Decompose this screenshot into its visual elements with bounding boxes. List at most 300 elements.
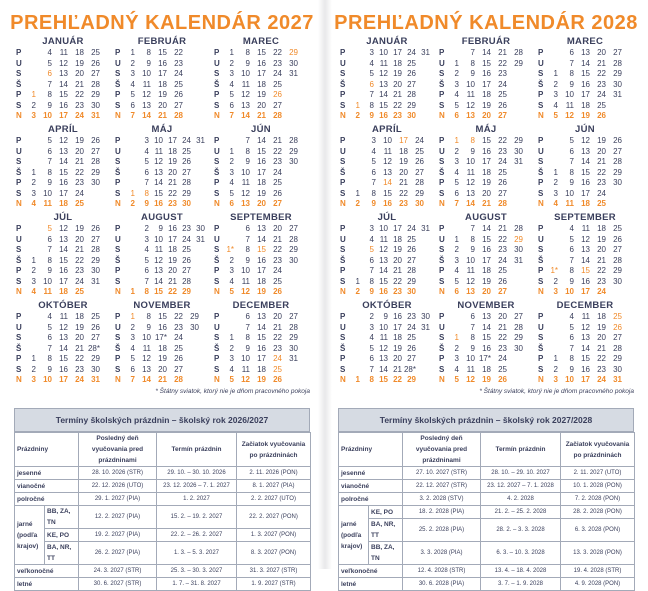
weekday-label: Š [214, 167, 220, 177]
day-number: 6 [47, 146, 52, 156]
day-number: 17 [482, 79, 491, 89]
table-cell-last: 19. 2. 2027 (PIA) [79, 529, 157, 542]
holiday-label: jesenné [15, 467, 79, 480]
day-number: 24 [597, 375, 606, 384]
day-number: 26 [273, 188, 282, 198]
day-number: 24 [75, 111, 84, 120]
day-number: 8 [245, 333, 250, 342]
weekday-row [437, 101, 535, 111]
day-number: 19 [75, 322, 84, 332]
day-number: 20 [482, 287, 491, 296]
day-number: 12 [379, 69, 388, 78]
weekday-row [212, 90, 310, 100]
day-number: 16 [482, 343, 491, 353]
day-number: 6 [130, 364, 135, 374]
day-number: 26 [91, 136, 100, 145]
weekday-label: N [538, 199, 544, 208]
day-number: 31 [196, 136, 205, 145]
month-grid [14, 36, 310, 386]
day-number: 20 [158, 100, 167, 110]
table-cell-start: 28. 2. 2028 (PON) [561, 506, 635, 519]
region-label: BB, ZA, TN [45, 506, 79, 529]
day-number: 29 [91, 167, 100, 177]
weekday-row [212, 287, 310, 297]
day-number: 29 [190, 312, 199, 321]
day-number: 8 [371, 188, 376, 198]
day-number: 3 [229, 69, 234, 78]
day-number: 18 [257, 79, 266, 89]
weekday-label: P [439, 224, 445, 233]
table-cell-start: 2. 2. 2027 (UTO) [237, 493, 311, 506]
weekday-row [338, 111, 436, 121]
day-number: 21 [597, 157, 606, 166]
day-number: 20 [498, 312, 507, 321]
day-number: 1 [130, 188, 135, 198]
day-number: 9 [146, 58, 151, 68]
day-number: 28 [182, 276, 191, 286]
day-number: 11 [59, 312, 68, 321]
day-number: 7 [369, 90, 374, 99]
table-cell-start: 22. 2. 2027 (PON) [237, 506, 311, 529]
day-number: 10 [43, 276, 52, 286]
weekday-row [14, 59, 112, 69]
day-number: 26 [91, 58, 100, 68]
day-number: 19 [581, 111, 590, 120]
day-number: 27 [407, 79, 416, 89]
day-number: 21 [257, 111, 266, 120]
day-number: 15 [257, 333, 266, 342]
day-number: 18 [393, 234, 402, 244]
school-holidays-table [338, 432, 635, 591]
day-number: 6 [369, 354, 374, 363]
day-number: 4 [229, 79, 234, 89]
day-number: 2 [31, 266, 36, 275]
day-number: 30 [91, 266, 100, 275]
day-number: 4 [569, 224, 574, 233]
weekday-row [212, 312, 310, 322]
day-number: 4 [369, 333, 374, 342]
day-number: 13 [466, 287, 475, 296]
day-number: 4 [371, 146, 376, 156]
day-number: 10 [565, 375, 574, 384]
weekday-label: N [214, 199, 220, 208]
weekday-label: S [214, 276, 220, 286]
day-number: 27 [91, 333, 100, 342]
day-number: 5 [130, 354, 135, 363]
month-block [14, 36, 112, 124]
day-number: 25 [75, 287, 84, 296]
weekday-label: S [538, 364, 544, 374]
weekday-label: Š [538, 343, 544, 353]
day-number: 19 [257, 90, 266, 99]
weekday-row [338, 199, 436, 209]
day-number: 18 [257, 364, 266, 374]
day-number: 5 [144, 255, 149, 265]
day-number: 12 [59, 224, 68, 233]
day-number: 24 [273, 266, 282, 275]
weekday-row [437, 365, 535, 375]
day-number: 12 [379, 245, 388, 254]
day-number: 13 [154, 266, 163, 275]
weekday-row [212, 189, 310, 199]
day-number: 16 [581, 178, 590, 187]
day-number: 7 [144, 276, 149, 286]
weekday-label: P [214, 90, 220, 99]
day-number: 7 [47, 245, 52, 254]
day-number: 21 [75, 343, 84, 353]
day-number: 27 [498, 188, 507, 198]
day-number: 20 [168, 167, 177, 177]
day-number: 1 [553, 354, 558, 363]
day-number: 22 [174, 48, 183, 57]
day-number: 1 [229, 48, 234, 57]
day-number: 21 [158, 375, 167, 384]
table-cell-last: 25. 2. 2028 (PIA) [403, 519, 481, 542]
day-number: 8 [47, 255, 52, 265]
day-number: 28 [498, 199, 507, 208]
weekday-label: N [16, 375, 22, 384]
day-number: 16 [393, 312, 402, 321]
day-number: 12 [379, 343, 388, 353]
weekday-label: P [439, 48, 445, 57]
day-number: 25 [407, 58, 416, 68]
day-number: 12 [581, 136, 590, 145]
weekday-label: Š [115, 255, 121, 265]
day-number: 15 [482, 136, 491, 145]
day-number: 9 [47, 266, 52, 275]
weekday-row [113, 168, 211, 178]
day-number: 30 [514, 343, 523, 353]
day-number: 18 [597, 312, 606, 321]
day-number: 18 [75, 48, 84, 57]
day-number: 3 [553, 90, 558, 99]
day-number: 18 [399, 146, 408, 156]
weekday-label: U [214, 322, 220, 332]
day-number: 27 [613, 245, 622, 254]
weekday-row [14, 178, 112, 188]
weekday-row [536, 333, 634, 343]
table-cell-term: 28. 10. – 29. 10. 2027 [481, 467, 561, 480]
day-number: 8 [569, 354, 574, 363]
weekday-label: S [538, 333, 544, 342]
calendar-page-2027 [0, 0, 324, 588]
day-number: 27 [182, 266, 191, 275]
day-number: 6 [245, 312, 250, 321]
weekday-row [14, 147, 112, 157]
day-number: 8 [569, 266, 574, 275]
spring-label-line: krajov) [17, 542, 39, 550]
day-number: 14 [59, 157, 68, 166]
day-number: 23 [498, 245, 507, 254]
weekday-label: U [214, 58, 220, 68]
day-number: 15 [158, 48, 167, 57]
day-number: 26 [182, 255, 191, 265]
weekday-label: S [214, 69, 220, 78]
day-number: 13 [581, 146, 590, 156]
weekday-label: S [214, 100, 220, 110]
day-number: 23 [273, 157, 282, 166]
weekday-row [536, 199, 634, 209]
day-number: 16 [482, 69, 491, 78]
day-number: 7 [454, 199, 459, 208]
month-name: AUGUST [141, 212, 183, 223]
weekday-row [113, 344, 211, 354]
day-number: 25 [597, 100, 606, 110]
day-number: 1 [31, 90, 36, 99]
weekday-label: P [439, 354, 445, 363]
day-number: 16 [158, 322, 167, 332]
day-number: 17 [393, 48, 402, 57]
day-number: 14 [59, 343, 68, 353]
day-number: 23 [168, 199, 177, 208]
weekday-row [536, 48, 634, 58]
weekday-row [437, 375, 535, 385]
weekday-label: S [439, 364, 445, 374]
weekday-label: U [214, 146, 220, 156]
day-number: 8 [245, 146, 250, 156]
day-number: 20 [597, 333, 606, 342]
day-number: 28 [182, 178, 191, 187]
holiday-footnote: * Štátny sviatok, ktorý nie je dňom pracovného pokoja [155, 388, 310, 395]
day-number: 11 [383, 146, 392, 156]
day-number: 10 [379, 322, 388, 332]
weekday-row [212, 111, 310, 121]
table-row [339, 519, 635, 542]
weekday-row [212, 256, 310, 266]
weekday-row [14, 256, 112, 266]
day-number: 12 [581, 234, 590, 244]
day-number: 13 [383, 167, 392, 177]
day-number: 8 [245, 48, 250, 57]
weekday-label: S [340, 333, 346, 342]
day-number: 2 [553, 276, 558, 286]
weekday-label: N [439, 375, 445, 384]
weekday-label: S [16, 276, 22, 286]
weekday-label: N [340, 375, 346, 384]
weekday-row [437, 287, 535, 297]
day-number: 23 [407, 312, 416, 321]
weekday-label: S [439, 157, 445, 166]
weekday-row [536, 168, 634, 178]
table-cell-start: 31. 3. 2027 (STR) [237, 565, 311, 578]
day-number: 18 [75, 312, 84, 321]
day-number: 5 [229, 188, 234, 198]
day-number: 26 [174, 90, 183, 99]
day-number: 15 [379, 100, 388, 110]
day-number: 7 [470, 224, 475, 233]
day-number: 19 [597, 136, 606, 145]
day-number: 7 [470, 322, 475, 332]
day-number: 20 [482, 111, 491, 120]
day-number: 14 [59, 79, 68, 89]
day-number: 10 [466, 157, 475, 166]
day-number: 25 [415, 146, 424, 156]
table-cell-term: 22. 2. – 26. 2. 2027 [157, 529, 237, 542]
day-number: 22 [597, 69, 606, 78]
day-number: 29 [289, 333, 298, 342]
day-number: 16 [482, 245, 491, 254]
weekday-row [113, 111, 211, 121]
day-number: 19 [75, 136, 84, 145]
weekday-label: S [538, 245, 544, 254]
day-number: 30 [613, 178, 622, 187]
weekday-row [113, 287, 211, 297]
month-name: JANUÁR [42, 36, 84, 47]
day-number: 2 [553, 79, 558, 89]
table-row [339, 493, 635, 506]
day-number: 9 [569, 79, 574, 89]
weekday-row [14, 199, 112, 209]
day-number: 31 [91, 111, 100, 120]
day-number: 22 [498, 58, 507, 68]
weekday-row [14, 90, 112, 100]
day-number: 22 [273, 48, 282, 57]
region-label: BB, ZA, TN [369, 542, 403, 565]
weekday-row [212, 375, 310, 385]
day-number: 24 [407, 48, 416, 57]
day-number: 25 [174, 343, 183, 353]
day-number: 19 [482, 375, 491, 384]
day-number: 25 [75, 199, 84, 208]
day-number: 10 [466, 354, 475, 363]
day-number: 29 [407, 100, 416, 110]
day-number: 16 [257, 157, 266, 166]
weekday-label: U [214, 234, 220, 244]
day-number: 7 [369, 364, 374, 374]
day-number: 13 [379, 79, 388, 89]
weekday-row [212, 245, 310, 255]
weekday-label: P [340, 178, 346, 187]
weekday-row [14, 277, 112, 287]
weekday-row [113, 136, 211, 146]
weekday-label: N [439, 287, 445, 296]
day-number: 29 [289, 146, 298, 156]
day-number: 11 [154, 245, 163, 254]
day-number: 3 [144, 136, 149, 145]
weekday-row [437, 224, 535, 234]
day-number: 13 [241, 199, 250, 208]
weekday-row [212, 365, 310, 375]
day-number: 4 [454, 167, 459, 177]
month-name: MÁJ [151, 124, 173, 135]
day-number: 2 [369, 312, 374, 321]
weekday-label: N [214, 375, 220, 384]
weekday-label: Š [115, 167, 121, 177]
day-number: 12 [59, 322, 68, 332]
weekday-row [338, 333, 436, 343]
spring-label-line: krajov) [341, 542, 363, 550]
weekday-label: N [340, 199, 346, 208]
day-number: 14 [581, 255, 590, 265]
day-number: 10 [565, 90, 574, 99]
weekday-row [338, 235, 436, 245]
weekday-row [536, 224, 634, 234]
weekday-label: S [340, 245, 346, 254]
day-number: 22 [597, 354, 606, 363]
column-header: Začiatok vyučovania po prázdninách [237, 433, 311, 467]
day-number: 15 [257, 146, 266, 156]
weekday-row [113, 178, 211, 188]
day-number: 3 [371, 136, 376, 145]
weekday-label: S [115, 245, 121, 254]
day-number: 5 [47, 136, 52, 145]
day-number: 6 [229, 199, 234, 208]
weekday-label: Š [340, 343, 346, 353]
day-number: 17 [257, 266, 266, 275]
calendar-page-2028 [324, 0, 648, 588]
day-number: 6 [569, 245, 574, 254]
day-number: 17 [257, 69, 266, 78]
weekday-label: Š [439, 255, 445, 265]
day-number: 1* [550, 266, 558, 275]
day-number: 9 [371, 199, 376, 208]
day-number: 27 [289, 312, 298, 321]
day-number: 9 [470, 69, 475, 78]
table-cell-term: 23. 12. 2027 – 7. 1. 2028 [481, 480, 561, 493]
day-number: 5 [369, 245, 374, 254]
day-number: 22 [498, 136, 507, 145]
day-number: 17 [59, 111, 68, 120]
weekday-row [437, 136, 535, 146]
weekday-label: Š [16, 255, 22, 265]
weekday-label: P [16, 48, 22, 57]
day-number: 26 [273, 90, 282, 99]
day-number: 24 [273, 354, 282, 363]
day-number: 18 [168, 146, 177, 156]
day-number: 27 [498, 287, 507, 296]
day-number: 7 [245, 234, 250, 244]
day-number: 13 [466, 111, 475, 120]
day-number: 11 [466, 364, 475, 374]
day-number: 23 [182, 224, 191, 233]
weekday-row [536, 101, 634, 111]
weekday-row [338, 256, 436, 266]
day-number: 11 [466, 167, 475, 177]
day-number: 15 [482, 58, 491, 68]
day-number: 30 [289, 157, 298, 166]
day-number: 26 [613, 322, 622, 332]
weekday-label: P [538, 136, 544, 145]
weekday-label: P [214, 48, 220, 57]
weekday-row [338, 323, 436, 333]
day-number: 23 [498, 343, 507, 353]
day-number: 16 [581, 276, 590, 286]
weekday-label: Š [538, 79, 544, 89]
day-number: 2 [130, 322, 135, 332]
table-cell-start: 8. 3. 2027 (PON) [237, 542, 311, 565]
table-header-row [15, 433, 311, 467]
weekday-label: S [16, 157, 22, 166]
day-number: 25 [597, 199, 606, 208]
table-row [15, 578, 311, 591]
day-number: 1 [553, 167, 558, 177]
day-number: 5 [47, 322, 52, 332]
day-number: 1 [355, 188, 360, 198]
weekday-label: Š [16, 79, 22, 89]
day-number: 29 [91, 255, 100, 265]
weekday-row [437, 333, 535, 343]
day-number: 28 [91, 79, 100, 89]
holiday-label: vianočné [339, 480, 403, 493]
day-number: 11 [565, 100, 574, 110]
day-number: 6 [371, 167, 376, 177]
day-number: 28 [174, 111, 183, 120]
weekday-row [437, 266, 535, 276]
weekday-row [14, 245, 112, 255]
weekday-row [113, 147, 211, 157]
weekday-label: P [538, 90, 544, 99]
day-number: 10 [241, 354, 250, 363]
